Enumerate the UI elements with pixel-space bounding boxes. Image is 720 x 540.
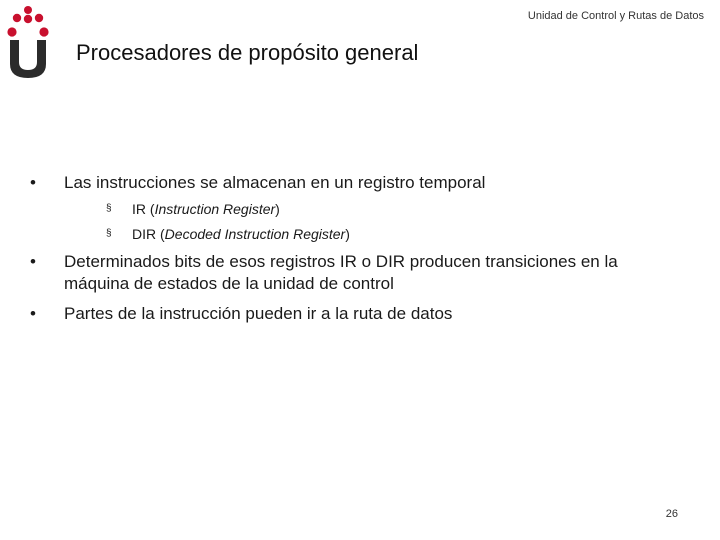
sub-bullet-marker: §	[106, 228, 112, 239]
bullet-marker: •	[30, 173, 36, 192]
bullet-text: Partes de la instrucción pueden ir a la ruta de datos	[64, 304, 453, 323]
sub-bullet-list	[64, 200, 690, 243]
bullet-marker: •	[30, 304, 36, 323]
sub-bullet-italic: Decoded Instruction Register	[164, 226, 346, 242]
bullet-text-line1: Determinados bits de esos registros IR o DIR producen transiciones en la	[64, 252, 618, 271]
page-number: 26	[665, 508, 678, 520]
bullet-marker: •	[30, 252, 36, 271]
bullet-item	[30, 251, 690, 295]
header-subtitle: Unidad de Control y Rutas de Datos	[527, 10, 704, 22]
sub-bullet-italic: Instruction Register	[154, 201, 276, 217]
bullet-text: Las instrucciones se almacenan en un registro temporal	[64, 173, 486, 192]
bullet-item	[30, 172, 690, 243]
bullet-text-line2: máquina de estados de la unidad de control	[64, 274, 394, 293]
slide-content	[30, 172, 690, 333]
sub-bullet-suffix: )	[275, 201, 280, 217]
sub-bullet-prefix: IR (	[132, 201, 155, 217]
university-logo-icon	[6, 4, 50, 80]
sub-bullet-prefix: DIR (	[132, 226, 165, 242]
sub-bullet-marker: §	[106, 203, 112, 214]
sub-bullet-item	[64, 200, 690, 218]
slide-title: Procesadores de propósito general	[76, 40, 419, 65]
sub-bullet-item	[64, 225, 690, 243]
sub-bullet-suffix: )	[345, 226, 350, 242]
bullet-item	[30, 303, 690, 325]
